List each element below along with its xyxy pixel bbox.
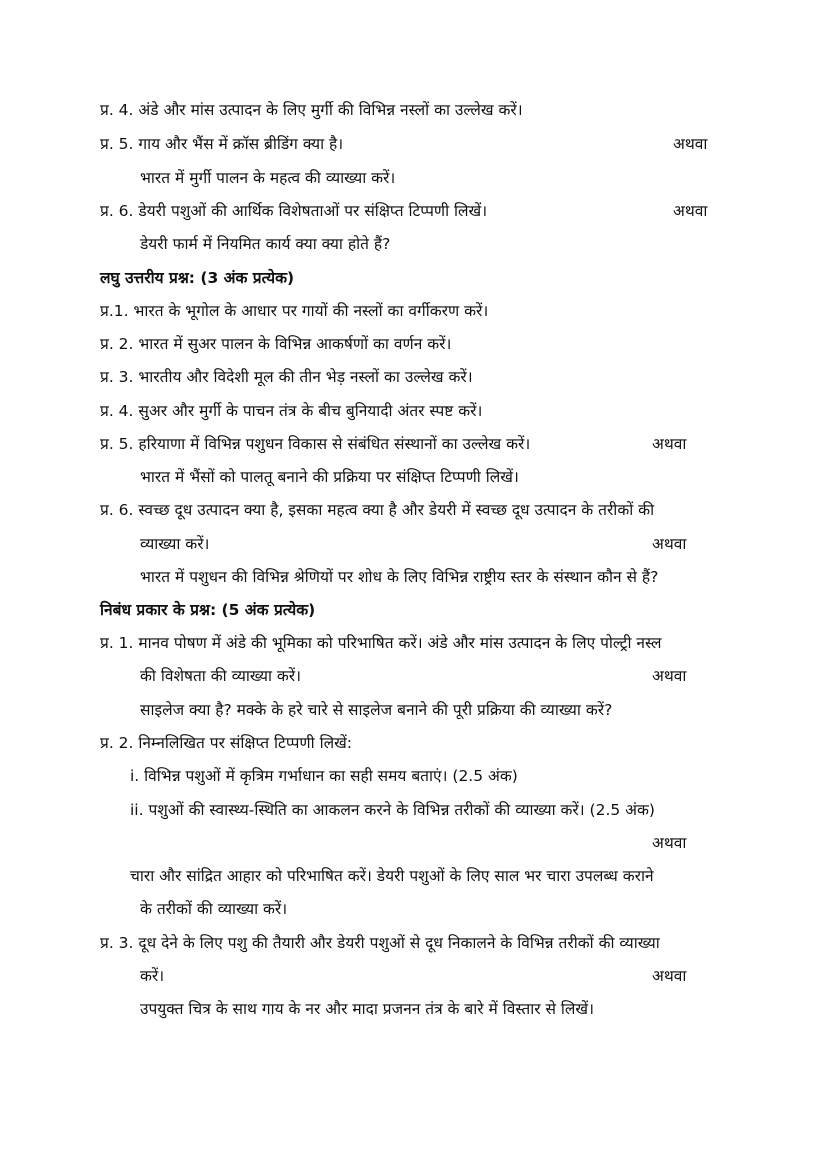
- question-text: की विशेषता की व्याख्या करें।: [140, 667, 302, 685]
- question-text: प्र. 4. अंडे और मांस उत्पादन के लिए मुर्गी की विभिन्न नस्लों का उल्लेख करें।: [100, 101, 523, 119]
- question-text: प्र. 5. गाय और भैंस में क्रॉस ब्रीडिंग क्या है।: [100, 135, 344, 153]
- short-question-6: [0, 498, 827, 522]
- question-text: प्र. 2. भारत में सुअर पालन के विभिन्न आकर्षणों का वर्णन करें।: [100, 335, 452, 353]
- question-text: प्र. 3. भारतीय और विदेशी मूल की तीन भेड़ नस्लों का उल्लेख करें।: [100, 368, 473, 386]
- question-text: प्र. 6. डेयरी पशुओं की आर्थिक विशेषताओं पर संक्षिप्त टिप्पणी लिखें।: [100, 202, 488, 220]
- short-question-1: [0, 299, 827, 323]
- or-label: अथवा: [652, 834, 687, 852]
- or-label: अथवा: [652, 435, 687, 453]
- question-text: प्र. 4. सुअर और मुर्गी के पाचन तंत्र के बीच बुनियादी अंतर स्पष्ट करें।: [100, 402, 483, 420]
- question-text: प्र. 3. दूध देने के लिए पशु की तैयारी और डेयरी पशुओं से दूध निकालने के विभिन्न तरीकों की व्याख्या: [100, 934, 660, 952]
- question-text: साइलेज क्या है? मक्के के हरे चारे से साइलेज बनाने की पूरी प्रक्रिया की व्याख्या करें?: [140, 701, 613, 719]
- or-label: अथवा: [652, 667, 687, 685]
- question-text: प्र.1. भारत के भूगोल के आधार पर गायों की नस्लों का वर्गीकरण करें।: [100, 302, 489, 320]
- or-label: अथवा: [673, 135, 708, 153]
- question-5-alternative: [0, 166, 827, 190]
- question-text: भारत में मुर्गी पालन के महत्व की व्याख्या करें।: [140, 169, 396, 187]
- question-6-alternative: [0, 232, 827, 256]
- essay-question-3-cont: [0, 964, 827, 988]
- question-text: उपयुक्त चित्र के साथ गाय के नर और मादा प्रजनन तंत्र के बारे में विस्तार से लिखें।: [140, 1000, 594, 1018]
- question-text: प्र. 2. निम्नलिखित पर संक्षिप्त टिप्पणी लिखें:: [100, 734, 353, 752]
- essay-heading: [0, 598, 827, 622]
- question-4: [0, 98, 827, 122]
- question-6: [0, 199, 827, 223]
- or-label: अथवा: [652, 535, 687, 553]
- essay-question-1-cont: [0, 664, 827, 688]
- question-text: के तरीकों की व्याख्या करें।: [140, 900, 288, 918]
- short-answer-heading: [0, 266, 827, 290]
- question-text: ii. पशुओं की स्वास्थ्य-स्थिति का आकलन करने के विभिन्न तरीकों की व्याख्या करें। (2.5 अंक): [130, 801, 655, 819]
- question-5: [0, 132, 827, 156]
- section-heading: लघु उत्तरीय प्रश्न: (3 अंक प्रत्येक): [100, 269, 295, 287]
- essay-question-1: [0, 631, 827, 655]
- question-text: व्याख्या करें।: [140, 535, 210, 553]
- or-label: अथवा: [652, 967, 687, 985]
- essay-question-2-part-ii: [0, 798, 827, 822]
- short-question-3: [0, 365, 827, 389]
- short-question-4: [0, 399, 827, 423]
- question-text: प्र. 5. हरियाणा में विभिन्न पशुधन विकास से संबंधित संस्थानों का उल्लेख करें।: [100, 435, 531, 453]
- question-text: भारत में भैंसों को पालतू बनाने की प्रक्रिया पर संक्षिप्त टिप्पणी लिखें।: [140, 468, 519, 486]
- short-question-5-alternative: [0, 465, 827, 489]
- short-question-6-cont: [0, 532, 827, 556]
- essay-question-2-alternative: [0, 864, 827, 888]
- essay-question-1-alternative: [0, 698, 827, 722]
- short-question-5: [0, 432, 827, 456]
- essay-question-2-or: [0, 831, 827, 855]
- essay-question-2: [0, 731, 827, 755]
- question-text: चारा और सांद्रित आहार को परिभाषित करें। डेयरी पशुओं के लिए साल भर चारा उपलब्ध कराने: [130, 867, 654, 885]
- essay-question-2-alternative-cont: [0, 897, 827, 921]
- question-text: करें।: [140, 967, 165, 985]
- question-text: डेयरी फार्म में नियमित कार्य क्या क्या होते हैं?: [140, 235, 391, 253]
- question-text: प्र. 6. स्वच्छ दूध उत्पादन क्या है, इसका महत्व क्या है और डेयरी में स्वच्छ दूध उत्पादन के तरीकों की: [100, 501, 655, 519]
- essay-question-3: [0, 931, 827, 955]
- section-heading: निबंध प्रकार के प्रश्न: (5 अंक प्रत्येक): [100, 601, 316, 619]
- question-text: i. विभिन्न पशुओं में कृत्रिम गर्भाधान का सही समय बताएं। (2.5 अंक): [130, 767, 518, 785]
- question-text: प्र. 1. मानव पोषण में अंडे की भूमिका को परिभाषित करें। अंडे और मांस उत्पादन के लिए पोल्ट्री नस्ल: [100, 634, 662, 652]
- essay-question-2-part-i: [0, 764, 827, 788]
- or-label: अथवा: [673, 202, 708, 220]
- short-question-2: [0, 332, 827, 356]
- question-text: भारत में पशुधन की विभिन्न श्रेणियों पर शोध के लिए विभिन्न राष्ट्रीय स्तर के संस्थान कौन से हैं?: [140, 568, 659, 586]
- essay-question-3-alternative: [0, 997, 827, 1021]
- short-question-6-alternative: [0, 565, 827, 589]
